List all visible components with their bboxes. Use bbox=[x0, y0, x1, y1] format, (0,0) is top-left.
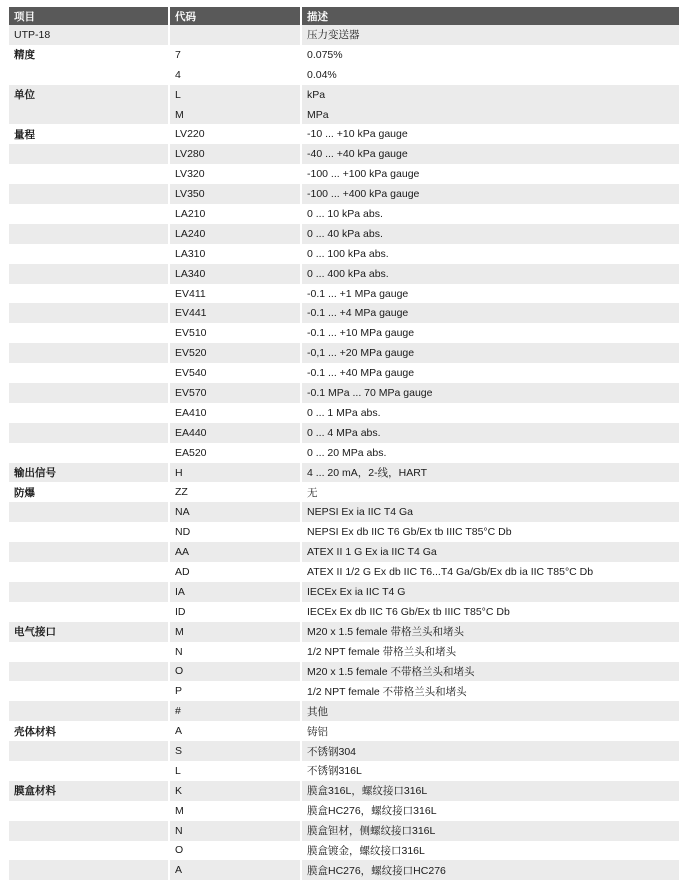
code-cell: LA240 bbox=[170, 224, 302, 244]
table-row bbox=[9, 781, 679, 801]
item-cell bbox=[9, 443, 170, 463]
description-cell: ATEX II 1 G Ex ia IIC T4 Ga bbox=[302, 542, 679, 562]
description-cell: 无 bbox=[307, 486, 318, 499]
item-cell: 精度 bbox=[9, 45, 170, 65]
code-cell: H bbox=[170, 463, 302, 483]
code-cell: EV510 bbox=[170, 323, 302, 343]
code-cell: M bbox=[170, 801, 302, 821]
item-cell bbox=[9, 860, 170, 880]
description-cell: 0 ... 4 MPa abs. bbox=[302, 423, 679, 443]
item-cell bbox=[9, 741, 170, 761]
item-cell bbox=[9, 821, 170, 841]
item-cell bbox=[9, 403, 170, 423]
description-cell: 膜盒镀金，螺纹接口316L bbox=[307, 844, 425, 857]
description-cell: 0.04% bbox=[307, 68, 337, 81]
header-description: 描述 bbox=[302, 7, 679, 25]
code-cell: LA340 bbox=[170, 264, 302, 284]
code-cell: LA310 bbox=[170, 244, 302, 264]
order-code-table bbox=[9, 7, 679, 880]
code-cell: O bbox=[170, 662, 302, 682]
item-cell bbox=[9, 105, 170, 125]
code-cell: M bbox=[170, 105, 302, 125]
table-row bbox=[9, 383, 679, 403]
table-row bbox=[9, 463, 679, 483]
description-cell: IECEx Ex db IIC T6 Gb/Ex tb IIIC T85°C Db bbox=[307, 605, 510, 618]
table-row bbox=[9, 105, 679, 125]
description-cell: 0 ... 40 kPa abs. bbox=[302, 224, 679, 244]
table-row bbox=[9, 681, 679, 701]
table-row bbox=[9, 482, 679, 502]
table-row bbox=[9, 264, 679, 284]
item-cell: 防爆 bbox=[9, 482, 170, 502]
description-cell: 膜盒HC276，螺纹接口HC276 bbox=[302, 860, 679, 880]
item-cell bbox=[9, 144, 170, 164]
item-cell bbox=[9, 801, 170, 821]
order-code-table-container bbox=[9, 7, 679, 880]
item-cell bbox=[9, 681, 170, 701]
description-cell: 铸铝 bbox=[307, 725, 328, 738]
item-cell bbox=[9, 363, 170, 383]
description-cell: -100 ... +100 kPa gauge bbox=[307, 168, 420, 181]
item-cell bbox=[9, 701, 170, 721]
item-cell bbox=[9, 224, 170, 244]
code-cell: EV411 bbox=[170, 284, 302, 304]
item-cell: 量程 bbox=[9, 124, 170, 144]
table-row bbox=[9, 164, 679, 184]
item-cell bbox=[9, 502, 170, 522]
header-item: 项目 bbox=[9, 7, 170, 25]
description-cell: 0 ... 10 kPa abs. bbox=[307, 207, 383, 220]
code-cell: LA210 bbox=[170, 204, 302, 224]
code-cell: L bbox=[170, 761, 302, 781]
code-cell: EV540 bbox=[170, 363, 302, 383]
code-cell: ND bbox=[170, 522, 302, 542]
item-cell: 膜盒材料 bbox=[9, 781, 170, 801]
table-header-row bbox=[9, 7, 679, 25]
description-cell: -0.1 ... +1 MPa gauge bbox=[307, 287, 409, 300]
table-row bbox=[9, 403, 679, 423]
code-cell: NA bbox=[170, 502, 302, 522]
description-cell: -100 ... +400 kPa gauge bbox=[302, 184, 679, 204]
code-cell: EA440 bbox=[170, 423, 302, 443]
table-row bbox=[9, 642, 679, 662]
description-cell: 不锈钢316L bbox=[307, 765, 362, 778]
item-cell bbox=[9, 184, 170, 204]
item-cell: 壳体材料 bbox=[9, 721, 170, 741]
code-cell: EV441 bbox=[170, 303, 302, 323]
item-cell bbox=[9, 244, 170, 264]
item-cell bbox=[9, 204, 170, 224]
code-cell: LV350 bbox=[170, 184, 302, 204]
table-row bbox=[9, 841, 679, 861]
table-row bbox=[9, 741, 679, 761]
code-cell: S bbox=[170, 741, 302, 761]
description-cell: -40 ... +40 kPa gauge bbox=[302, 144, 679, 164]
description-cell: NEPSI Ex ia IIC T4 Ga bbox=[302, 502, 679, 522]
item-cell: UTP-18 bbox=[9, 25, 170, 45]
item-cell bbox=[9, 303, 170, 323]
code-cell bbox=[170, 25, 302, 45]
description-cell: M20 x 1.5 female 不带格兰头和堵头 bbox=[302, 662, 679, 682]
table-row bbox=[9, 542, 679, 562]
table-row bbox=[9, 522, 679, 542]
table-row bbox=[9, 343, 679, 363]
item-cell bbox=[9, 642, 170, 662]
item-cell bbox=[9, 383, 170, 403]
table-row bbox=[9, 284, 679, 304]
description-cell: 0 ... 400 kPa abs. bbox=[302, 264, 679, 284]
code-cell: # bbox=[170, 701, 302, 721]
table-row bbox=[9, 124, 679, 144]
item-cell bbox=[9, 562, 170, 582]
table-row bbox=[9, 662, 679, 682]
code-cell: M bbox=[170, 622, 302, 642]
code-cell: LV280 bbox=[170, 144, 302, 164]
item-cell: 电气接口 bbox=[9, 622, 170, 642]
table-row bbox=[9, 85, 679, 105]
code-cell: O bbox=[170, 841, 302, 861]
item-cell bbox=[9, 323, 170, 343]
description-cell: 0 ... 100 kPa abs. bbox=[307, 247, 389, 260]
table-row bbox=[9, 821, 679, 841]
description-cell: -0.1 ... +40 MPa gauge bbox=[307, 367, 415, 380]
table-row bbox=[9, 701, 679, 721]
table-row bbox=[9, 224, 679, 244]
description-cell: 1/2 NPT female 带格兰头和堵头 bbox=[307, 646, 457, 659]
code-cell: ZZ bbox=[170, 482, 302, 502]
table-row bbox=[9, 502, 679, 522]
description-cell: M20 x 1.5 female 带格兰头和堵头 bbox=[302, 622, 679, 642]
code-cell: L bbox=[170, 85, 302, 105]
description-cell: -0.1 MPa ... 70 MPa gauge bbox=[302, 383, 679, 403]
code-cell: EA520 bbox=[170, 443, 302, 463]
item-cell bbox=[9, 602, 170, 622]
table-row bbox=[9, 562, 679, 582]
description-cell: MPa bbox=[302, 105, 679, 125]
description-cell: NEPSI Ex db IIC T6 Gb/Ex tb IIIC T85°C Db bbox=[307, 526, 512, 539]
code-cell: LV320 bbox=[170, 164, 302, 184]
code-cell: A bbox=[170, 860, 302, 880]
description-cell: IECEx Ex ia IIC T4 G bbox=[302, 582, 679, 602]
table-row bbox=[9, 144, 679, 164]
table-row bbox=[9, 25, 679, 45]
item-cell: 输出信号 bbox=[9, 463, 170, 483]
table-body bbox=[9, 25, 679, 880]
item-cell: 单位 bbox=[9, 85, 170, 105]
description-cell: 0 ... 1 MPa abs. bbox=[307, 406, 381, 419]
header-code: 代码 bbox=[170, 7, 302, 25]
table-row bbox=[9, 602, 679, 622]
code-cell: LV220 bbox=[170, 124, 302, 144]
code-cell: 4 bbox=[170, 65, 302, 85]
description-cell: 1/2 NPT female 不带格兰头和堵头 bbox=[307, 685, 467, 698]
table-row bbox=[9, 721, 679, 741]
description-cell: 膜盒钽材，侧螺纹接口316L bbox=[302, 821, 679, 841]
code-cell: EV570 bbox=[170, 383, 302, 403]
description-cell: kPa bbox=[302, 85, 679, 105]
item-cell bbox=[9, 284, 170, 304]
item-cell bbox=[9, 343, 170, 363]
description-cell: 不锈钢304 bbox=[302, 741, 679, 761]
description-cell: -0,1 ... +20 MPa gauge bbox=[302, 343, 679, 363]
description-cell: 膜盒316L，螺纹接口316L bbox=[302, 781, 679, 801]
code-cell: N bbox=[170, 642, 302, 662]
item-cell bbox=[9, 164, 170, 184]
table-row bbox=[9, 443, 679, 463]
description-cell: 4 ... 20 mA，2-线，HART bbox=[302, 463, 679, 483]
code-cell: IA bbox=[170, 582, 302, 602]
table-row bbox=[9, 204, 679, 224]
description-cell: -10 ... +10 kPa gauge bbox=[307, 128, 408, 141]
item-cell bbox=[9, 542, 170, 562]
code-cell: N bbox=[170, 821, 302, 841]
item-cell bbox=[9, 65, 170, 85]
table-row bbox=[9, 363, 679, 383]
description-cell: -0.1 ... +10 MPa gauge bbox=[307, 327, 415, 340]
table-row bbox=[9, 582, 679, 602]
description-cell: 压力变送器 bbox=[302, 25, 679, 45]
code-cell: EV520 bbox=[170, 343, 302, 363]
table-row bbox=[9, 184, 679, 204]
code-cell: A bbox=[170, 721, 302, 741]
table-row bbox=[9, 323, 679, 343]
item-cell bbox=[9, 423, 170, 443]
code-cell: AA bbox=[170, 542, 302, 562]
item-cell bbox=[9, 522, 170, 542]
table-row bbox=[9, 860, 679, 880]
table-row bbox=[9, 303, 679, 323]
code-cell: EA410 bbox=[170, 403, 302, 423]
description-cell: ATEX II 1/2 G Ex db IIC T6...T4 Ga/Gb/Ex db ia IIC T85°C Db bbox=[307, 565, 594, 578]
table-row bbox=[9, 45, 679, 65]
description-cell: 膜盒HC276，螺纹接口316L bbox=[307, 805, 437, 818]
item-cell bbox=[9, 264, 170, 284]
table-row bbox=[9, 761, 679, 781]
table-row bbox=[9, 622, 679, 642]
description-cell: -0.1 ... +4 MPa gauge bbox=[302, 303, 679, 323]
code-cell: 7 bbox=[170, 45, 302, 65]
description-cell: 0.075% bbox=[307, 48, 343, 61]
table-row bbox=[9, 244, 679, 264]
description-cell: 其他 bbox=[302, 701, 679, 721]
code-cell: ID bbox=[170, 602, 302, 622]
table-row bbox=[9, 423, 679, 443]
code-cell: K bbox=[170, 781, 302, 801]
item-cell bbox=[9, 761, 170, 781]
code-cell: AD bbox=[170, 562, 302, 582]
table-row bbox=[9, 801, 679, 821]
item-cell bbox=[9, 662, 170, 682]
item-cell bbox=[9, 582, 170, 602]
description-cell: 0 ... 20 MPa abs. bbox=[307, 446, 387, 459]
item-cell bbox=[9, 841, 170, 861]
code-cell: P bbox=[170, 681, 302, 701]
table-row bbox=[9, 65, 679, 85]
